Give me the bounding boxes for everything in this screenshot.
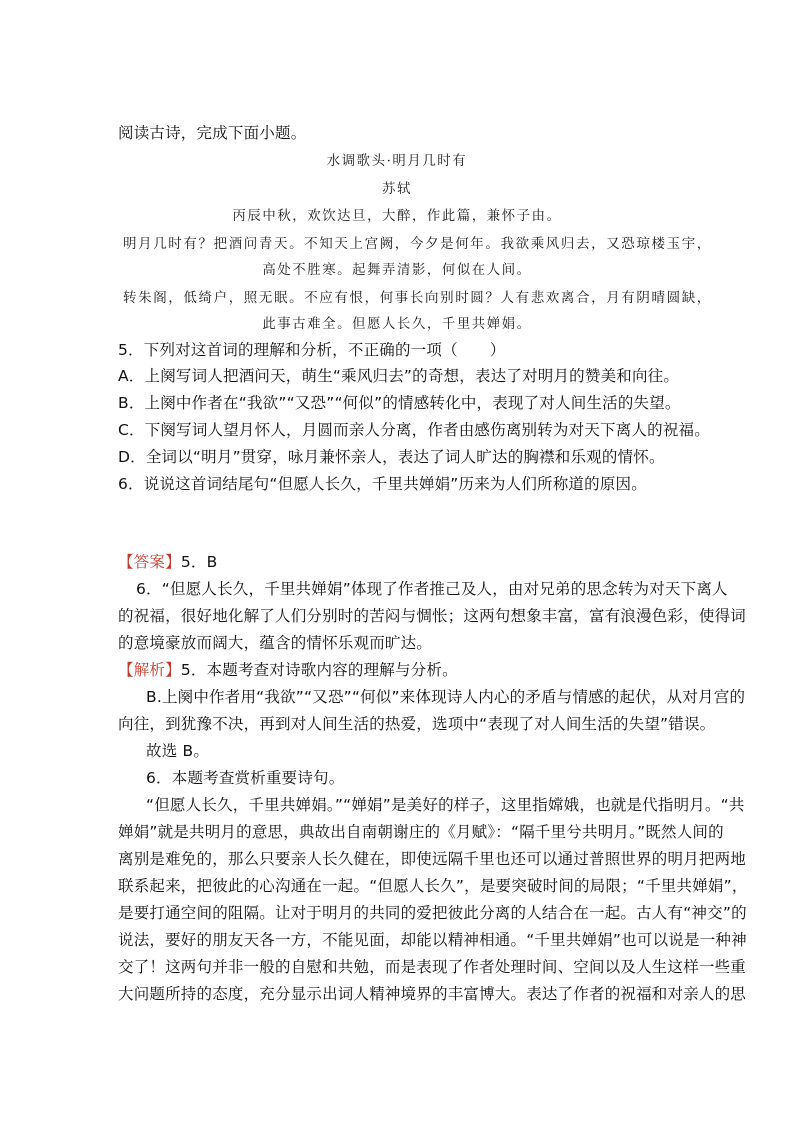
answer-6-line: 的意境豪放而阔大，蕴含的情怀乐观而旷达。: [118, 634, 433, 652]
poem-title: 水调歌头·明月几时有: [326, 154, 468, 169]
poem-author: 苏轼: [382, 182, 412, 197]
answer-label: 【答案】: [118, 553, 181, 571]
option-a: A．上阕写词人把酒问天，萌生“乘风归去”的奇想，表达了对明月的赞美和向往。: [118, 367, 680, 385]
poem-line: 此事古难全。但愿人长久，千里共婵娟。: [262, 317, 532, 332]
analysis-line: 向往，到犹豫不决，再到对人间生活的热爱，选项中“表现了对人间生活的失望”错误。: [118, 715, 716, 733]
answer-6-line: 6．“但愿人长久，千里共婵娟”体现了作者推己及人，由对兄弟的思念转为对天下离人: [136, 580, 728, 598]
analysis-label: 【解析】: [118, 661, 181, 679]
analysis-line: 婵娟”就是共明月的意思，典故出自南朝谢庄的《月赋》：“隔千里兮共明月。”既然人间的: [118, 823, 724, 841]
question-5-stem: [118, 338, 505, 360]
analysis-line: 故选 B。: [146, 742, 210, 760]
analysis-line: 是要打通空间的阻隔。让对于明月的共同的爱把彼此分离的人结合在一起。古人有“神交”的: [118, 904, 747, 922]
analysis-heading: [118, 658, 458, 680]
option-d: D．全词以“明月”贯穿，咏月兼怀亲人，表达了词人旷达的胸襟和乐观的情怀。: [118, 448, 665, 466]
analysis-line: 说法，要好的朋友天各一方，不能见面，却能以精神相通。“千里共婵娟”也可以说是一种神: [118, 931, 747, 949]
answer-6-line: 的祝福，很好地化解了人们分别时的苦闷与惆怅；这两句想象丰富，富有浪漫色彩，使得词: [118, 607, 747, 625]
analysis-5-intro: 5．本题考查对诗歌内容的理解与分析。: [180, 661, 458, 679]
question-5-close-paren: ）: [489, 341, 506, 359]
analysis-line: 联系起来，把彼此的心沟通在一起。“但愿人长久”，是要突破时间的局限；“千里共婵娟”，: [118, 877, 748, 895]
option-b: B．上阕中作者在“我欲”“又恐”“何似”的情感转化中，表现了对人间生活的失望。: [118, 394, 681, 412]
question-6: 6．说说这首词结尾句“但愿人长久，千里共婵娟”历来为人们所称道的原因。: [118, 475, 647, 493]
poem-line: 高处不胜寒。起舞弄清影，何似在人间。: [262, 263, 532, 278]
question-5-text: 5．下列对这首词的理解和分析，不正确的一项（: [118, 341, 458, 359]
poem-line: 明月几时有？把酒问青天。不知天上宫阙，今夕是何年。我欲乘风归去，又恐琼楼玉宇，: [123, 236, 712, 252]
answer-5: 5．B: [180, 553, 218, 571]
analysis-line: 离别是难免的，那么只要亲人长久健在，即使远隔千里也还可以通过普照世界的明月把两地: [118, 850, 747, 868]
poem-line: 转朱阁，低绮户，照无眠。不应有恨，何事长向别时圆？人有悲欢离合，月有阴晴圆缺，: [123, 290, 712, 306]
answer-heading: [118, 550, 217, 572]
analysis-line: “但愿人长久，千里共婵娟。”“婵娟”是美好的样子，这里指嫦娥，也就是代指明月。“共: [146, 796, 745, 814]
analysis-line: 6．本题考查赏析重要诗句。: [146, 769, 345, 787]
analysis-line: 交了！这两句并非一般的自慰和共勉，而是表现了作者处理时间、空间以及人生这样一些重: [118, 958, 747, 976]
reading-instruction: 阅读古诗，完成下面小题。: [118, 124, 307, 142]
option-c: C．下阕写词人望月怀人，月圆而亲人分离，作者由感伤离别转为对天下离人的祝福。: [118, 421, 710, 439]
poem-preface: 丙辰中秋，欢饮达旦，大醉，作此篇，兼怀子由。: [232, 209, 562, 224]
analysis-line: 大问题所持的态度，充分显示出词人精神境界的丰富博大。表达了作者的祝福和对亲人的思: [118, 985, 747, 1003]
analysis-line: B.上阕中作者用“我欲”“又恐”“何似”来体现诗人内心的矛盾与情感的起伏，从对月宫的: [146, 688, 746, 706]
